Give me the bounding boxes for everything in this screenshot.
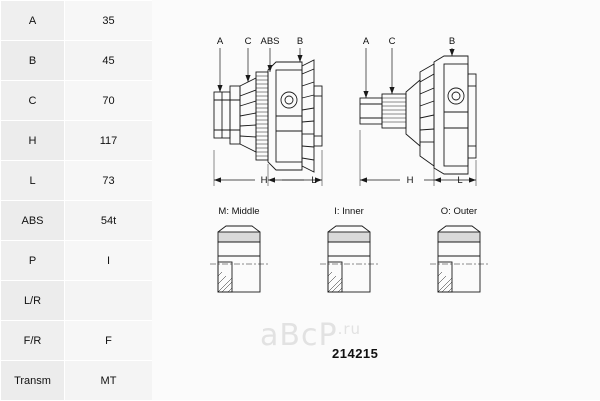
right-dim-h: H (406, 175, 414, 186)
spec-value: MT (65, 361, 153, 401)
left-label-c: C (244, 36, 252, 47)
table-row (1, 241, 153, 281)
left-label-abs: ABS (260, 36, 280, 47)
watermark-suffix: .ru (337, 320, 362, 338)
section-title-inner: I: Inner (334, 206, 364, 217)
spec-key: L/R (1, 281, 65, 321)
right-label-a: A (362, 36, 370, 47)
table-row (1, 81, 153, 121)
spec-key: Transm (1, 361, 65, 401)
spec-table (0, 0, 153, 401)
spec-key: C (1, 81, 65, 121)
section-title-outer: O: Outer (440, 206, 478, 217)
spec-value (65, 281, 153, 321)
left-dim-l: L (311, 175, 317, 186)
spec-value: 35 (65, 1, 153, 41)
spec-key: ABS (1, 201, 65, 241)
right-assembly-view (360, 48, 476, 186)
table-row (1, 1, 153, 41)
left-assembly-view (214, 48, 322, 186)
section-title-middle: M: Middle (218, 206, 260, 217)
part-number: 214215 (332, 346, 379, 361)
table-row (1, 41, 153, 81)
spec-key: B (1, 41, 65, 81)
spec-value: 70 (65, 81, 153, 121)
section-view-inner (320, 226, 378, 292)
spec-value: 54t (65, 201, 153, 241)
spec-value: I (65, 241, 153, 281)
spec-key: P (1, 241, 65, 281)
spec-key: A (1, 1, 65, 41)
watermark-text: aBcP (260, 318, 338, 353)
spec-key: L (1, 161, 65, 201)
left-dim-h: H (260, 175, 268, 186)
right-label-c: C (388, 36, 396, 47)
left-label-b: B (296, 36, 304, 47)
left-label-a: A (216, 36, 224, 47)
table-row (1, 281, 153, 321)
section-view-outer (430, 226, 488, 292)
spec-value: 73 (65, 161, 153, 201)
technical-drawing-panel (152, 0, 600, 400)
spec-table-body (1, 1, 153, 401)
spec-key: F/R (1, 321, 65, 361)
table-row (1, 361, 153, 401)
spec-value: 45 (65, 41, 153, 81)
table-row (1, 121, 153, 161)
spec-value: F (65, 321, 153, 361)
spec-value: 117 (65, 121, 153, 161)
section-view-middle (210, 226, 268, 292)
table-row (1, 161, 153, 201)
table-row (1, 201, 153, 241)
right-label-b: B (448, 36, 456, 47)
right-dim-l: L (457, 175, 463, 186)
table-row (1, 321, 153, 361)
spec-key: H (1, 121, 65, 161)
cv-joint-drawing (152, 0, 600, 400)
